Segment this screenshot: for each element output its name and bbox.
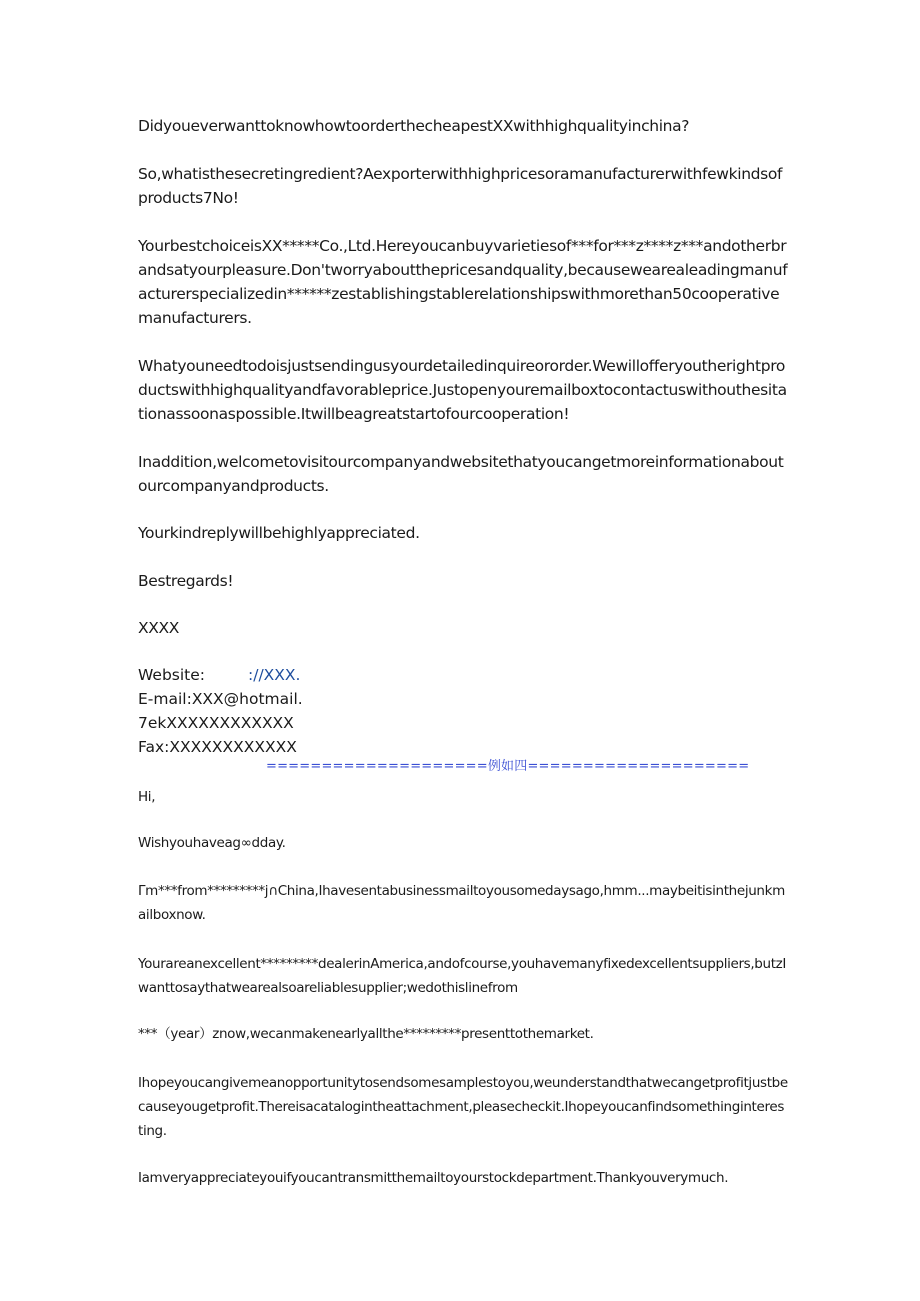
letter2-paragraph-year: ***（year）znow,wecanmakenearlyallthe*********presenttothemarket. <box>138 1026 594 1042</box>
letter1-paragraph-best-choice: YourbestchoiceisXX*****Co.,Ltd.Hereyoucanbuyvarietiesof***for***z****z***andotherbrandsatyourpleasure.Don'tworryaboutthepricesandquality,becausewearealeadingmanufacturerspecializedin******zestablishingstablerelationshipswithmorethan50cooperativemanufacturers. <box>138 237 788 327</box>
website-label: Website: <box>138 666 206 684</box>
letter1-paragraph-reply: Yourkindreplywillbehighlyappreciated. <box>138 524 420 542</box>
letter1-closing: Bestregards! <box>138 572 234 590</box>
letter2-paragraph-dealer: Yourareanexcellent*********dealerinAmerica,andofcourse,youhavemanyfixedexcellentsuppliers,butzIwanttosaythatwearealsoareliablesupplier;wedothislinefrom <box>138 956 787 996</box>
tel-line: 7ekXXXXXXXXXXXX <box>138 714 294 732</box>
letter1-paragraph-question: So,whatisthesecretingredient?Aexporterwithhighpricesoramanufacturerwithfewkindsofproducts7No! <box>138 165 783 207</box>
email-line: E-mail:XXX@hotmail. <box>138 690 303 708</box>
letter2-wish: Wishyouhaveag∞dday. <box>138 835 286 851</box>
letter1-paragraph-what-you-need: Whatyouneedtodoisjustsendingusyourdetailedinquireororder.Wewillofferyoutherightproductswithhighqualityandfavorableprice.Justopenyouremailboxtocontactuswithouthesitationassoonaspossible.Itwillbeagreatstartofourcooperation! <box>138 357 787 423</box>
letter1-paragraph-intro: DidyoueverwanttoknowhowtoorderthecheapestXXwithhighqualityinchina? <box>138 117 690 135</box>
letter2-paragraph-intro: Γm***from*********j∩China,Ihavesentabusinessmailtoyousomedaysago,hmm...maybeitisinthejunkmailboxnow. <box>138 883 785 923</box>
fax-line: Fax:XXXXXXXXXXXX <box>138 738 297 756</box>
letter2-greeting: Hi, <box>138 789 156 805</box>
letter1-paragraph-in-addition: Inaddition,welcometovisitourcompanyandwebsitethatyoucangetmoreinformationaboutourcompanyandproducts. <box>138 453 784 495</box>
website-link[interactable]: ://XXX. <box>248 666 301 684</box>
website-line <box>138 663 300 687</box>
letter2-paragraph-transmit: Iamveryappreciateyouifyoucantransmitthemailtoyourstockdepartment.Thankyouverymuch. <box>138 1170 729 1186</box>
section-divider: ====================例如四==================== <box>266 759 750 774</box>
letter2-paragraph-samples: Ihopeyoucangivemeanopportunitytosendsomesamplestoyou,weunderstandthatwecangetprofitjustbecauseyougetprofit.Thereisacatalogintheattachment,pleasecheckit.Ihopeyoucanfindsomethinginteresting. <box>138 1075 788 1139</box>
letter1-signature: XXXX <box>138 619 180 637</box>
